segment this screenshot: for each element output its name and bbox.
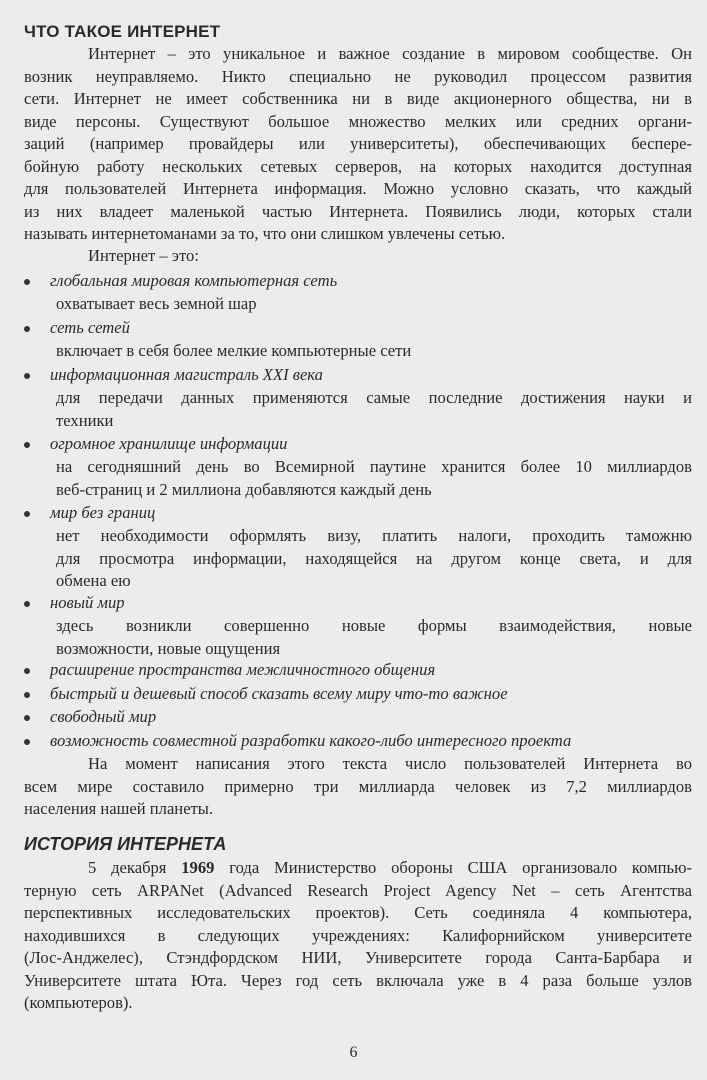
paragraph-line: заций (например провайдеры или университеты), обеспечивающих беспере- bbox=[24, 134, 692, 153]
paragraph-line bbox=[24, 857, 692, 880]
paragraph-line: виде персоны. Существуют большое множество мелких или средних органи- bbox=[24, 111, 692, 131]
paragraph-line: (Лос-Анджелес), Стэндфордском НИИ, Университете города Санта-Барбара и bbox=[24, 948, 692, 967]
description-line: для передачи данных применяются самые последние достижения науки и bbox=[56, 388, 692, 407]
list-item-term: свободный мир bbox=[50, 707, 157, 726]
bullet-icon bbox=[24, 373, 30, 379]
list-intro: Интернет – это: bbox=[88, 246, 199, 265]
description-line: веб-страниц и 2 миллиона добавляются каждый день bbox=[56, 479, 432, 499]
description-line: обмена ею bbox=[56, 571, 131, 590]
list-item-term: быстрый и дешевый способ сказать всему миру что-то важное bbox=[50, 684, 508, 703]
bullet-icon bbox=[24, 511, 30, 517]
bullet-icon bbox=[24, 739, 30, 745]
paragraph-line: возник неуправляемо. Никто специально не руководил процессом развития bbox=[24, 66, 692, 86]
list-item-term: информационная магистраль XXI века bbox=[50, 365, 323, 384]
description-line: техники bbox=[56, 410, 114, 430]
list-item-term: огромное хранилище информации bbox=[50, 434, 288, 453]
list-item-term: сеть сетей bbox=[50, 318, 130, 337]
list-item-description bbox=[56, 615, 692, 660]
date-text: 5 декабря bbox=[88, 858, 182, 877]
description-line: нет необходимости оформлять визу, платить налоги, проходить таможню bbox=[56, 526, 692, 545]
bullet-icon bbox=[24, 326, 30, 332]
description-line: включает в себя более мелкие компьютерные сети bbox=[56, 341, 412, 360]
year-text: 1969 bbox=[181, 858, 215, 877]
closing-paragraph bbox=[24, 753, 692, 821]
intro-paragraph bbox=[24, 43, 692, 246]
description-line: на сегодняшний день во Всемирной паутине хранится более 10 миллиардов bbox=[56, 457, 692, 476]
paragraph-line: находившихся в следующих учреждениях: Калифорнийском университете bbox=[24, 925, 692, 945]
paragraph-line: Университете штата Юта. Через год сеть включала уже в 4 раза больше узлов bbox=[24, 970, 692, 990]
page-number: 6 bbox=[349, 1044, 358, 1061]
list-item-term: мир без границ bbox=[50, 503, 156, 522]
paragraph-line: сети. Интернет не имеет собственника ни в виде акционерного общества, ни в bbox=[24, 89, 692, 108]
list-item-description bbox=[56, 340, 692, 363]
description-line: возможности, новые ощущения bbox=[56, 638, 281, 658]
list-item-description bbox=[56, 387, 692, 432]
paragraph-line: бойную работу нескольких сетевых серверов, на которых находится доступная bbox=[24, 156, 692, 176]
list-item-description bbox=[56, 525, 692, 593]
paragraph-line: На момент написания этого текста число пользователей Интернета во bbox=[88, 754, 692, 773]
bullet-icon bbox=[24, 668, 30, 674]
list-item-description bbox=[56, 293, 692, 316]
description-line: охватывает весь земной шар bbox=[56, 294, 257, 313]
bullet-icon bbox=[24, 601, 30, 607]
paragraph-line: называть интернетоманами за то, что они слишком увлечены сетью. bbox=[24, 224, 506, 243]
bullet-icon bbox=[24, 692, 30, 698]
paragraph-line: перспективных исследовательских проектов). Сеть соединяла 4 компьютера, bbox=[24, 903, 692, 922]
paragraph-line: Интернет – это уникальное и важное создание в мировом сообществе. Он bbox=[88, 44, 692, 63]
paragraph-line: населения нашей планеты. bbox=[24, 799, 214, 818]
paragraph-line: для пользователей Интернета информация. Можно условно сказать, что каждый bbox=[24, 179, 692, 198]
paragraph-line: всем мире составило примерно три миллиарда человек из 7,2 миллиардов bbox=[24, 776, 692, 796]
paragraph-line: из них владеет маленькой частью Интернета. Появились люди, которых стали bbox=[24, 201, 692, 221]
description-line: здесь возникли совершенно новые формы взаимодействия, новые bbox=[56, 616, 692, 635]
list-item-description bbox=[56, 456, 692, 501]
list-item-term: возможность совместной разработки какого-либо интересного проекта bbox=[50, 731, 572, 750]
bullet-icon bbox=[24, 715, 30, 721]
list-item-term: расширение пространства межличностного общения bbox=[50, 660, 436, 679]
section-title-what-is-internet: ЧТО ТАКОЕ ИНТЕРНЕТ bbox=[24, 22, 221, 41]
history-paragraph bbox=[24, 857, 692, 1015]
list-item-term: глобальная мировая компьютерная сеть bbox=[50, 271, 338, 290]
list-item-term: новый мир bbox=[50, 593, 125, 612]
paragraph-line: (компьютеров). bbox=[24, 993, 133, 1012]
description-line: для просмотра информации, находящейся на другом конце света, и для bbox=[56, 548, 692, 568]
bullet-icon bbox=[24, 279, 30, 285]
paragraph-line: терную сеть ARPANet (Advanced Research Project Agency Net – сеть Агентства bbox=[24, 880, 692, 900]
bullet-icon bbox=[24, 442, 30, 448]
section-title-internet-history: ИСТОРИЯ ИНТЕРНЕТА bbox=[24, 834, 227, 854]
line-rest-text: года Министерство обороны США организовало компью- bbox=[214, 858, 692, 877]
